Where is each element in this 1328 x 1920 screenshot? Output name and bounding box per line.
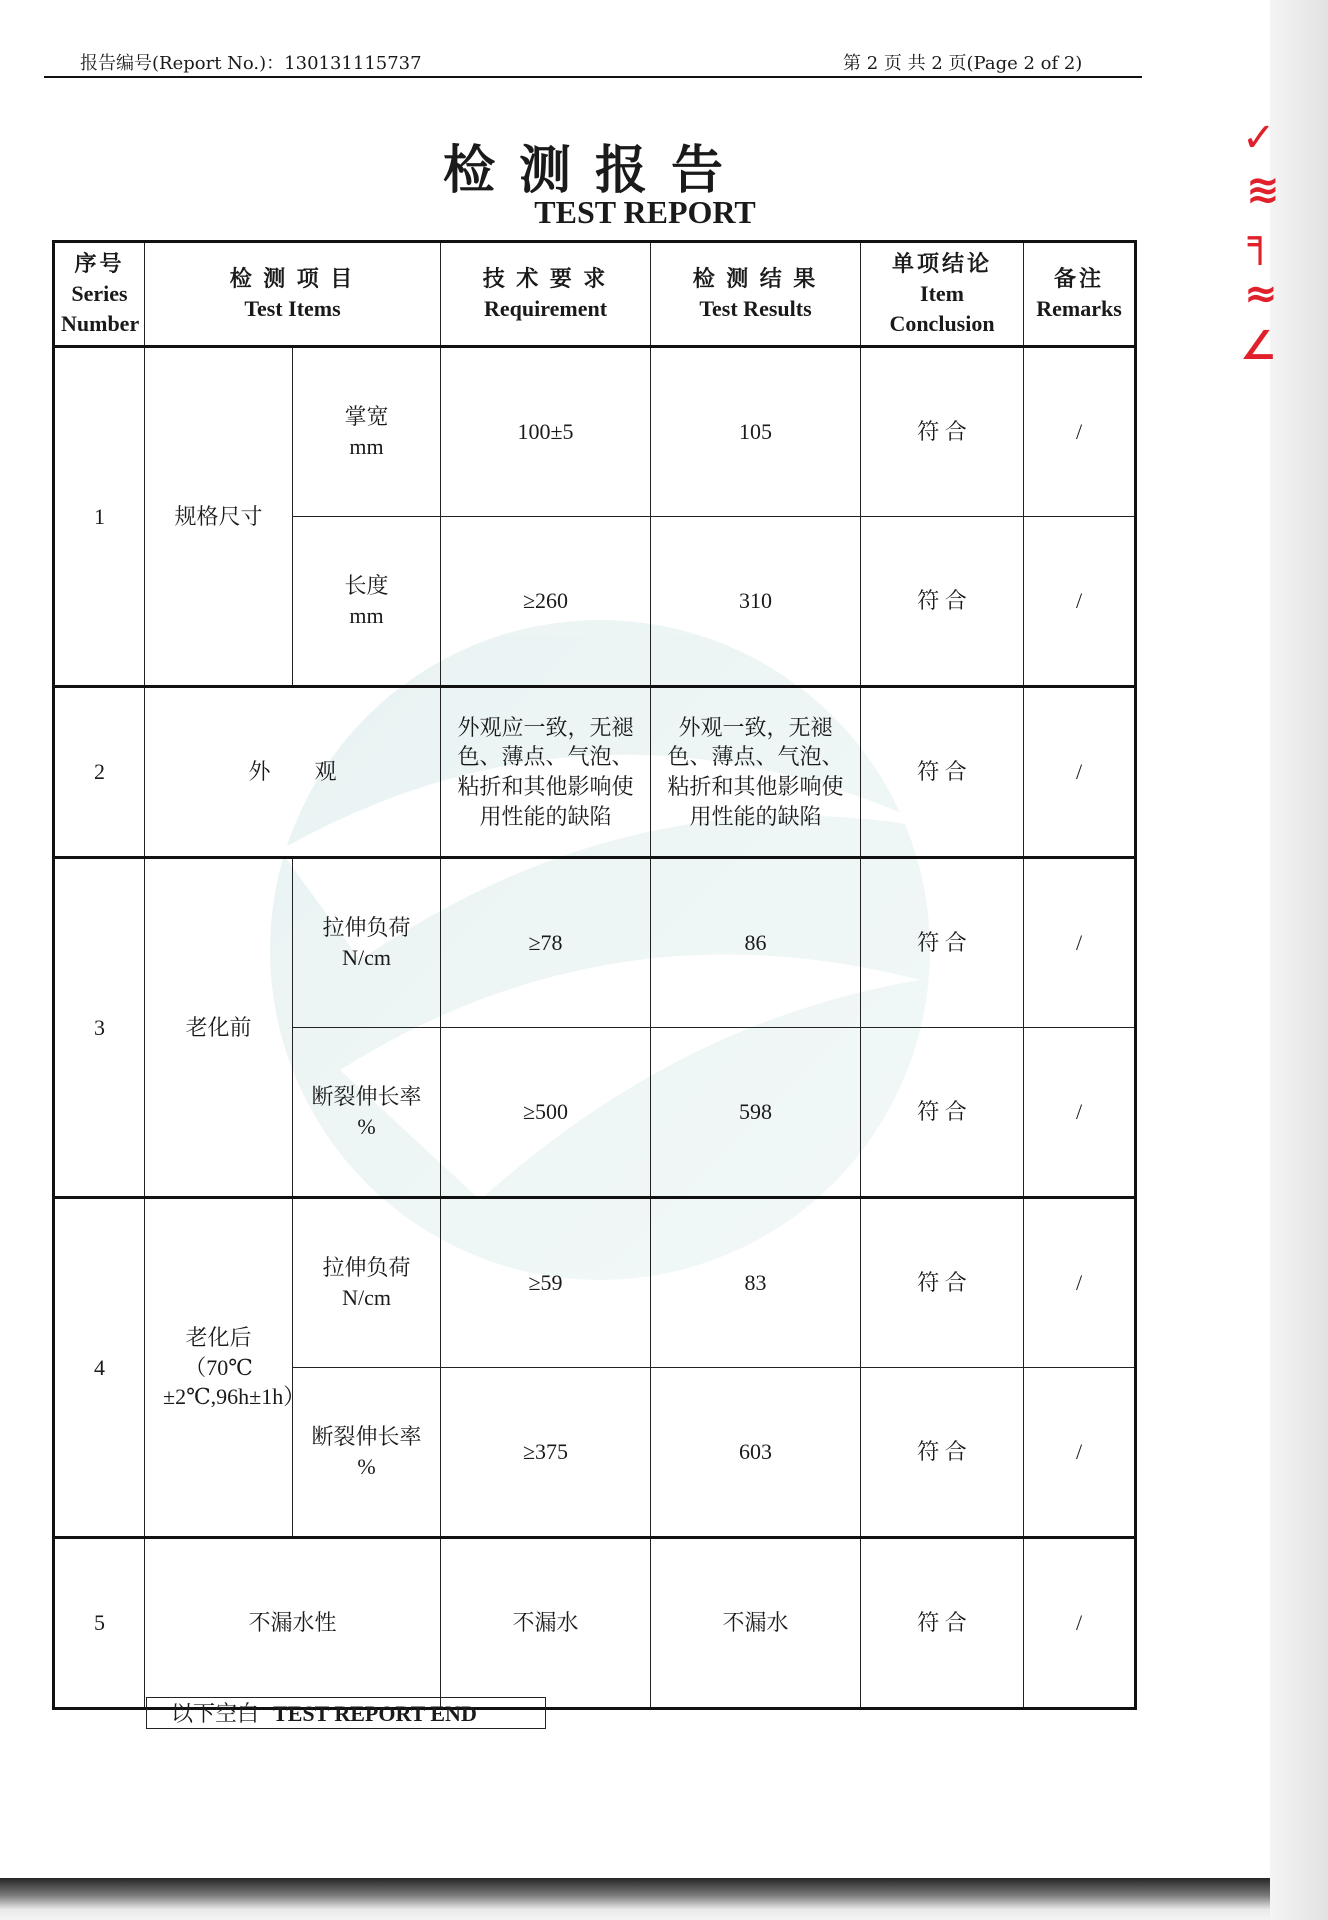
conclusion-cell: 符 合 [861, 347, 1024, 517]
red-seal-stamp: ✓ ≋ ╕ ≈ ∠ [1240, 115, 1280, 369]
scan-edge-right [1270, 0, 1328, 1920]
test-item: 规格尺寸 [145, 347, 293, 687]
report-end-cn: 以下空白 [171, 1701, 260, 1726]
result-cell: 不漏水 [651, 1538, 861, 1709]
sub-item: 拉伸负荷 N/cm [293, 858, 441, 1028]
scan-edge-bottom [0, 1878, 1270, 1920]
requirement-cell: ≥375 [441, 1368, 651, 1538]
remarks-cell: / [1024, 858, 1136, 1028]
remarks-cell: / [1024, 1368, 1136, 1538]
requirement-cell: ≥260 [441, 517, 651, 687]
requirement-cell: 100±5 [441, 347, 651, 517]
table-row [54, 1538, 1136, 1709]
series-number: 5 [54, 1538, 145, 1709]
remarks-cell: / [1024, 1028, 1136, 1198]
result-cell: 598 [651, 1028, 861, 1198]
conclusion-cell: 符 合 [861, 1368, 1024, 1538]
report-number: 报告编号(Report No.)：130131115737 [80, 53, 422, 74]
test-item: 不漏水性 [145, 1538, 441, 1709]
report-title-cn: 检测报告 [442, 140, 747, 201]
sub-item: 长度 mm [293, 517, 441, 687]
conclusion-cell: 符 合 [861, 1198, 1024, 1368]
page-indicator: 第 2 页 共 2 页(Page 2 of 2) [843, 53, 1083, 74]
header-series: 序号 Series Number [54, 242, 145, 347]
remarks-cell: / [1024, 687, 1136, 858]
result-cell: 105 [651, 347, 861, 517]
requirement-cell: ≥59 [441, 1198, 651, 1368]
table-row [54, 858, 1136, 1028]
remarks-cell: / [1024, 517, 1136, 687]
sub-item: 拉伸负荷 N/cm [293, 1198, 441, 1368]
header-test-items: 检 测 项 目 Test Items [145, 242, 441, 347]
test-results-table [52, 240, 1137, 1710]
requirement-cell: 不漏水 [441, 1538, 651, 1709]
conclusion-cell: 符 合 [861, 687, 1024, 858]
sub-item: 掌宽 mm [293, 347, 441, 517]
requirement-cell: ≥500 [441, 1028, 651, 1198]
result-cell: 83 [651, 1198, 861, 1368]
conclusion-cell: 符 合 [861, 1538, 1024, 1709]
header-test-results: 检 测 结 果 Test Results [651, 242, 861, 347]
result-cell: 外观一致，无褪色、薄点、气泡、粘折和其他影响使用性能的缺陷 [651, 687, 861, 858]
report-end-marker [146, 1697, 546, 1729]
test-item: 老化后（70℃±2℃,96h±1h） [145, 1198, 293, 1538]
header-conclusion: 单项结论 Item Conclusion [861, 242, 1024, 347]
remarks-cell: / [1024, 1198, 1136, 1368]
series-number: 2 [54, 687, 145, 858]
header-remarks: 备注 Remarks [1024, 242, 1136, 347]
table-header-row [54, 242, 1136, 347]
sub-item: 断裂伸长率 % [293, 1368, 441, 1538]
result-cell: 310 [651, 517, 861, 687]
series-number: 3 [54, 858, 145, 1198]
header-requirement: 技 术 要 求 Requirement [441, 242, 651, 347]
table-row [54, 1198, 1136, 1368]
requirement-cell: ≥78 [441, 858, 651, 1028]
conclusion-cell: 符 合 [861, 1028, 1024, 1198]
test-item: 老化前 [145, 858, 293, 1198]
sub-item: 断裂伸长率 % [293, 1028, 441, 1198]
remarks-cell: / [1024, 1538, 1136, 1709]
report-title-en: TEST REPORT [534, 194, 756, 230]
conclusion-cell: 符 合 [861, 517, 1024, 687]
series-number: 4 [54, 1198, 145, 1538]
series-number: 1 [54, 347, 145, 687]
result-cell: 86 [651, 858, 861, 1028]
table-row [54, 347, 1136, 517]
report-end-en: TEST REPORT END [273, 1701, 477, 1726]
test-item: 外 观 [145, 687, 441, 858]
header-rule [44, 76, 1142, 78]
requirement-cell: 外观应一致，无褪色、薄点、气泡、粘折和其他影响使用性能的缺陷 [441, 687, 651, 858]
remarks-cell: / [1024, 347, 1136, 517]
result-cell: 603 [651, 1368, 861, 1538]
table-row [54, 687, 1136, 858]
conclusion-cell: 符 合 [861, 858, 1024, 1028]
